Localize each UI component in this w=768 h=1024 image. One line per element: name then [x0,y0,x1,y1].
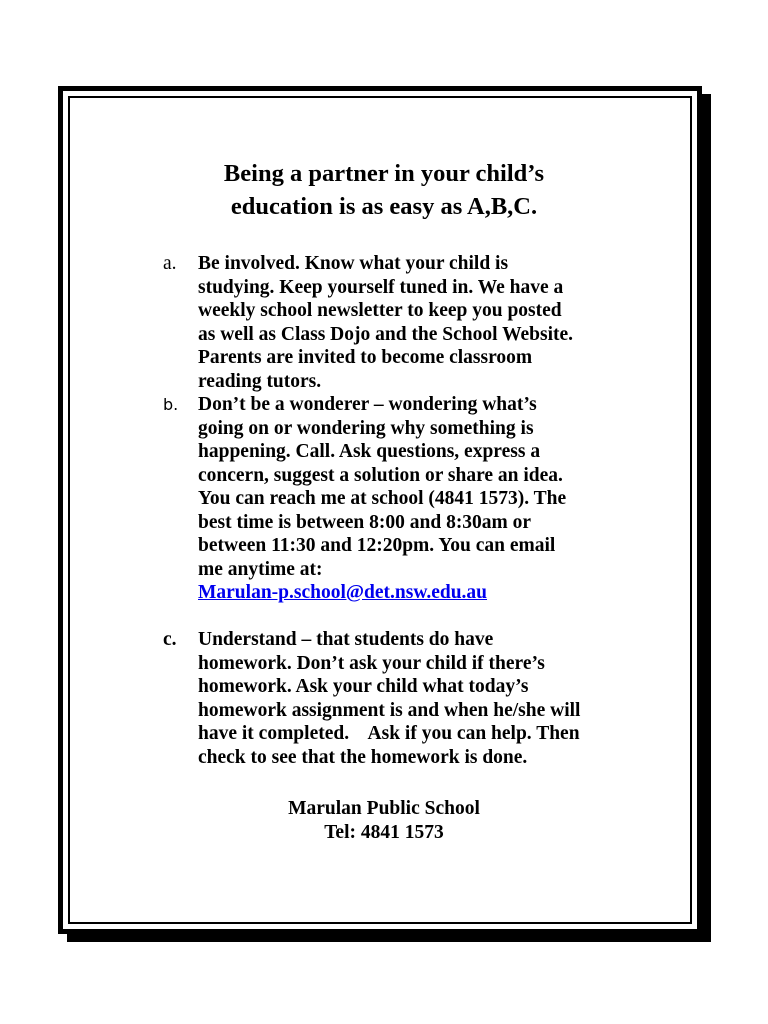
school-phone: Tel: 4841 1573 [324,822,444,843]
item-c-line: homework. Don’t ask your child if there’s [198,652,545,674]
list-item-a-text [198,252,633,393]
list-item-c-text [198,628,633,769]
school-name: Marulan Public School [288,798,480,819]
spacer [163,605,633,629]
title-line-1: Being a partner in your child’s [223,160,545,187]
email-link[interactable]: Marulan-p.school@det.nsw.edu.au [198,582,488,603]
item-a-line: weekly school newsletter to keep you posted [198,300,562,321]
item-a-line: Be involved. Know what your child is [198,253,509,274]
item-b-line: happening. Call. Ask questions, express a [198,441,541,462]
item-a-line: Parents are invited to become classroom [198,347,533,368]
list-marker-a: a. [163,253,177,274]
list-marker-b: b. [163,395,179,414]
item-b-line: concern, suggest a solution or share an idea. [198,464,563,486]
item-c-line: homework. Ask your child what today’s [198,676,529,697]
item-b-line: best time is between 8:00 and 8:30am or [198,511,532,533]
item-c-line: check to see that the homework is done. [198,746,528,768]
list-item-a [163,252,633,393]
item-c-line: homework assignment is and when he/she will [198,699,581,721]
list-item-b-text [198,393,633,605]
signature-block [0,797,768,845]
item-c-line: have it completed. Ask if you can help. Then [198,723,580,744]
list-item-c [163,628,633,769]
title-line-2: education is as easy as A,B,C. [230,193,538,220]
abc-list [163,252,633,769]
list-marker-c: c. [163,629,177,650]
item-b-line: between 11:30 and 12:20pm. You can email [198,535,556,556]
item-c-line: Understand – that students do have [198,629,494,650]
item-b-line: Don’t be a wonderer – wondering what’s [198,394,537,415]
list-item-b [163,393,633,605]
item-b-line: me anytime at: [198,558,323,580]
item-b-line: You can reach me at school (4841 1573). The [198,488,567,509]
item-a-line: studying. Keep yourself tuned in. We have a [198,276,564,298]
item-a-line: as well as Class Dojo and the School Website. [198,323,574,345]
document-title [0,157,768,223]
item-b-line: going on or wondering why something is [198,417,534,439]
item-a-line: reading tutors. [198,370,322,392]
